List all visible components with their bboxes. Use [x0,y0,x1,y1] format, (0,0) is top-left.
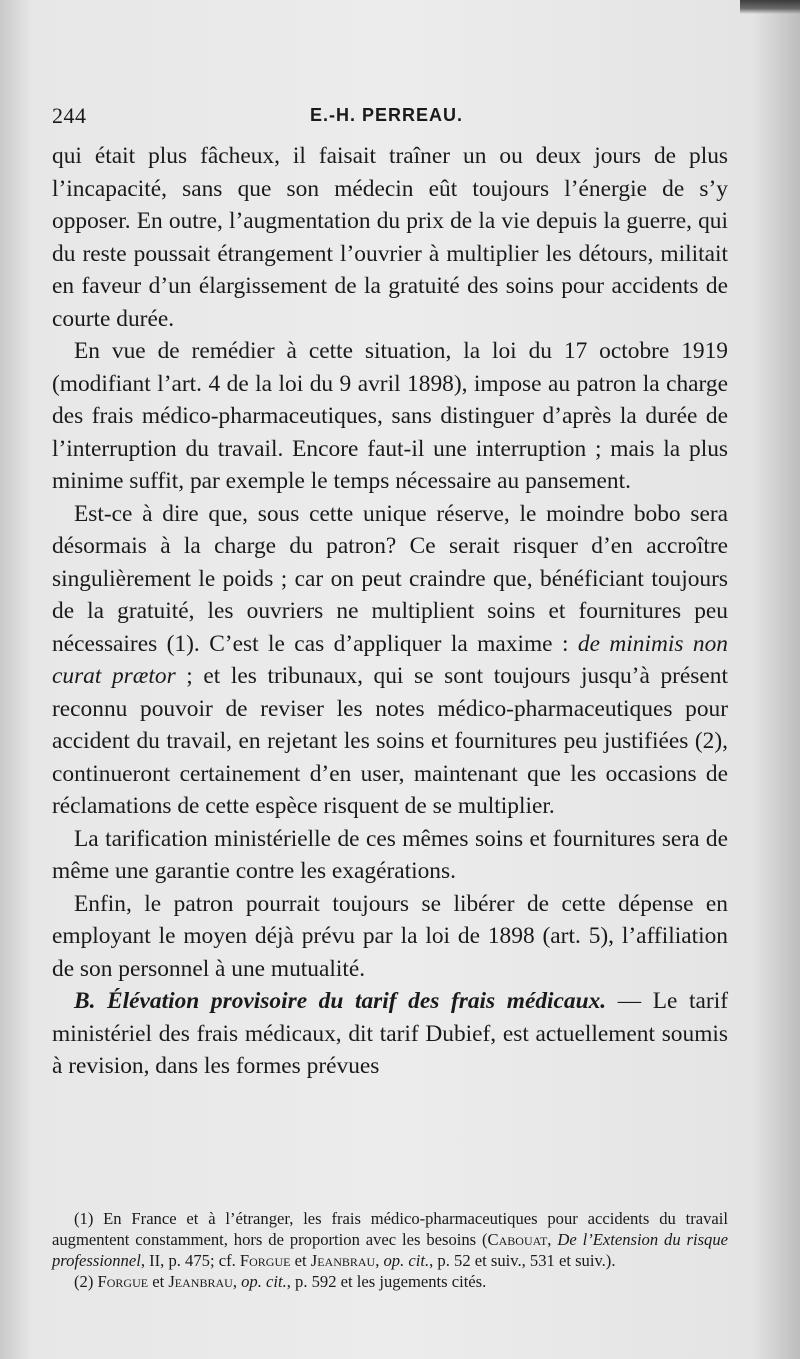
running-head: E.-H. PERREAU. [310,105,464,125]
latin-maxim: de minimis non curat prætor [52,630,728,689]
author-jeanbrau: Jeanbrau [168,1272,233,1291]
paragraph-6-text: — Le tarif ministériel des frais médicaux, dit tarif Dubief, est actuellement soumis à revision, dans les formes prévues [52,988,729,1079]
footnote-1-and: et [290,1251,311,1270]
op-cit: op. cit. [383,1251,430,1270]
footnote-2-text-b: , p. 592 et les jugements cités. [286,1272,487,1291]
footnote-1-sep-1: , [547,1230,558,1249]
footnote-2-and: et [148,1272,169,1291]
author-cabouat: Cabouat [487,1230,548,1249]
paragraph-3-part-b: ; et les tribunaux, qui se sont toujours jusqu’à présent reconnu pouvoir de reviser les notes médico-pharmaceutiques pour accident du travail, en rejetant les soins et fournitures peu justifiées (2), continueront certainement d’en user, maintenant que les occasions de réclamations de cette espèce risquent de se multiplier. [52,663,728,819]
footnote-2 [52,1271,728,1292]
paragraph-4: La tarification ministérielle de ces mêmes soins et fournitures sera de même une garantie contre les exagérations. [52,825,728,884]
author-forgue: Forgue [97,1272,149,1291]
page-header [52,103,752,133]
footnote-1-text-c: , p. 52 et suiv., 531 et suiv.). [429,1251,616,1270]
scan-corner-shadow [740,0,800,14]
paragraph-3-part-a: Est-ce à dire que, sous cette unique réserve, le moindre bobo sera désormais à la charge du patron? Ce serait risquer d’en accroître singulièrement le poids ; car on peut craindre que, bénéficiant toujours de la gratuité, les ouvriers ne multiplient soins et fournitures peu nécessaires (1). C’est le cas d’appliquer la maxime : [52,500,728,657]
author-jeanbrau: Jeanbrau [310,1251,376,1270]
footnote-2-text-a: (2) [74,1272,98,1291]
page-number: 244 [52,103,87,128]
section-lead-in: B. Élévation provisoire du tarif des frais médicaux. [74,988,607,1014]
op-cit: op. cit. [241,1272,287,1291]
work-title: De l’Extension du risque professionnel [52,1230,728,1270]
footnote-2-sep: , [232,1272,242,1291]
author-forgue: Forgue [239,1251,291,1270]
footnote-1-sep-2: , [375,1251,384,1270]
paragraph-3 [52,498,728,823]
body-text [52,140,728,1083]
footnote-1-text-a: (1) En France et à l’étranger, les frais médico-pharmaceutiques pour accidents du travail augmentent constamment, hors de proportion avec les besoins ( [52,1209,728,1249]
paragraph-5: Enfin, le patron pourrait toujours se libérer de cette dépense en employant le moyen déjà prévu par la loi de 1898 (art. 5), l’affiliation de son personnel à une mutualité. [52,890,728,982]
footnote-1-text-b: , II, p. 475; cf. [140,1251,240,1270]
paragraph-1: qui était plus fâcheux, il faisait traîner un ou deux jours de plus l’incapacité, sans que son médecin eût toujours l’énergie de s’y opposer. En outre, l’augmentation du prix de la vie depuis la guerre, qui du reste poussait étrangement l’ouvrier à multiplier les détours, militait en faveur d’un élargissement de la gratuité des soins pour accidents de courte durée. [52,143,728,332]
footnotes [52,1208,728,1292]
footnote-1 [52,1208,728,1271]
paragraph-2: En vue de remédier à cette situation, la loi du 17 octobre 1919 (modifiant l’art. 4 de la loi du 9 avril 1898), impose au patron la charge des frais médico-pharmaceutiques, sans distinguer d’après la durée de l’interruption du travail. Encore faut-il une interruption ; mais la plus minime suffit, par exemple le temps nécessaire au pansement. [52,338,728,494]
paragraph-6 [52,985,728,1083]
